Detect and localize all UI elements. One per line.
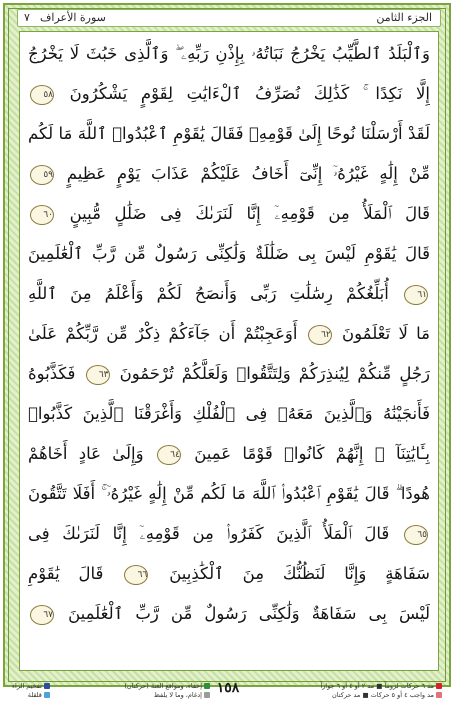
qalqala-color-swatch — [44, 692, 50, 698]
text-line: فَأَنجَيْنَٰهُ وَٱلَّذِينَ مَعَهُۥ فِى ٱلْفُلْكِ وَأَغْرَقْنَا ٱلَّذِينَ كَذَّبُوا۟ — [28, 404, 430, 423]
ayah-marker: ٦٧ — [30, 605, 54, 625]
text-line: بِـَٔايَٰتِنَآ ۚ إِنَّهُمْ كَانُوا۟ قَوْمًا عَمِينَ ٦٤ وَإِلَىٰ عَادٍ أَخَاهُمْ — [28, 444, 430, 463]
ayah-marker: ٦٠ — [30, 205, 54, 225]
madd-light-color-swatch — [436, 692, 442, 698]
page-number: ١٥٨ — [216, 680, 240, 696]
quran-text-panel — [19, 31, 439, 671]
text-line: إِلَّا نَكِدًا ۚ كَذَٰلِكَ نُصَرِّفُ ٱلْءَايَٰتِ لِقَوْمٍ يَشْكُرُونَ ٥٨ — [28, 74, 430, 114]
text-line: سَفَاهَةٍ وَإِنَّا لَنَظُنُّكَ مِنَ ٱلْكَٰذِبِينَ ٦٦ قَالَ يَٰقَوْمِ — [28, 564, 430, 583]
tajweed-legend-ghunna: إخفاء، ومواقع الغنة (حركتان) إدغام، وما لا يلفظ — [124, 682, 210, 700]
surah-number: ٧ — [24, 11, 30, 24]
text-line: قَالَ يَٰقَوْمِ لَيْسَ بِى ضَلَٰلَةٌ وَلَٰكِنِّى رَسُولٌ مِّن رَّبِّ ٱلْعَٰلَمِينَ — [28, 244, 430, 263]
tajweed-legend-tafkheem: تفخيم الراء قلقلة — [12, 682, 50, 700]
tajweed-legend-madd: مد ٦ حركات لزوماً ■ مد ٢ أو ٤ أو ٦ جوازاً مد واجب ٤ أو ٥ حركات ■ مد حركتان — [320, 682, 442, 700]
ayah-marker: ٦٥ — [404, 525, 428, 545]
tafkheem-color-swatch — [44, 683, 50, 689]
text-line: لَيْسَ بِى سَفَاهَةٌ وَلَٰكِنِّى رَسُولٌ مِّن رَّبِّ ٱلْعَٰلَمِينَ ٦٧ — [28, 594, 430, 634]
idgham-color-swatch — [204, 692, 210, 698]
text-line: قَالَ ٱلْمَلَأُ مِن قَوْمِهِۦٓ إِنَّا لَنَرَىٰكَ فِى ضَلَٰلٍ مُّبِينٍ ٦٠ — [28, 194, 430, 234]
text-line: ٦١ أُبَلِّغُكُمْ رِسَٰلَٰتِ رَبِّى وَأَنصَحُ لَكُمْ وَأَعْلَمُ مِنَ ٱللَّهِ — [28, 284, 427, 303]
text-line: مَا لَا تَعْلَمُونَ ٦٢ أَوَعَجِبْتُمْ أَن جَآءَكُمْ ذِكْرٌ مِّن رَّبِّكُمْ عَلَىٰ — [28, 324, 430, 343]
text-line: لَقَدْ أَرْسَلْنَا نُوحًا إِلَىٰ قَوْمِهِۦ فَقَالَ يَٰقَوْمِ ٱعْبُدُوا۟ ٱللَّهَ مَا لَكُم — [28, 124, 430, 143]
juz-label: الجزء الثامن — [376, 11, 432, 24]
ayah-marker: ٥٩ — [30, 165, 54, 185]
page-border-frame — [3, 3, 451, 687]
surah-label: سورة الأعراف — [40, 11, 106, 24]
text-line: مِّنْ إِلَٰهٍ غَيْرُهُۥٓ إِنِّىٓ أَخَافُ عَلَيْكُمْ عَذَابَ يَوْمٍ عَظِيمٍ ٥٩ — [28, 154, 430, 194]
madd-color-swatch — [436, 683, 442, 689]
text-line: ٦٥ قَالَ ٱلْمَلَأُ ٱلَّذِينَ كَفَرُوا۟ مِن قَوْمِهِۦٓ إِنَّا لَنَرَىٰكَ فِى — [28, 524, 427, 543]
page-header — [17, 9, 441, 27]
ayah-marker: ٥٨ — [30, 85, 54, 105]
page-footer — [10, 678, 446, 704]
text-line: وَٱلْبَلَدُ ٱلطَّيِّبُ يَخْرُجُ نَبَاتُهُۥ بِإِذْنِ رَبِّهِۦ ۖ وَٱلَّذِى خَبُثَ لَا يَخْرُجُ — [28, 44, 430, 63]
ayah-marker: ٦٣ — [86, 365, 110, 385]
ayah-marker: ٦٢ — [308, 325, 332, 345]
ghunna-color-swatch — [204, 683, 210, 689]
ayah-marker: ٦٦ — [124, 565, 148, 585]
text-line: هُودًا ۗ قَالَ يَٰقَوْمِ ٱعْبُدُوا۟ ٱللَّهَ مَا لَكُم مِّنْ إِلَٰهٍ غَيْرُهُۥٓ ۚ أَفَلَا تَتَّقُونَ — [28, 484, 430, 503]
ayah-marker: ٦١ — [404, 285, 428, 305]
ayah-marker: ٦٤ — [157, 445, 181, 465]
text-line: رَجُلٍ مِّنكُمْ لِيُنذِرَكُمْ وَلِتَتَّقُوا۟ وَلَعَلَّكُمْ تُرْحَمُونَ ٦٣ فَكَذَّبُوهُ — [28, 364, 430, 383]
